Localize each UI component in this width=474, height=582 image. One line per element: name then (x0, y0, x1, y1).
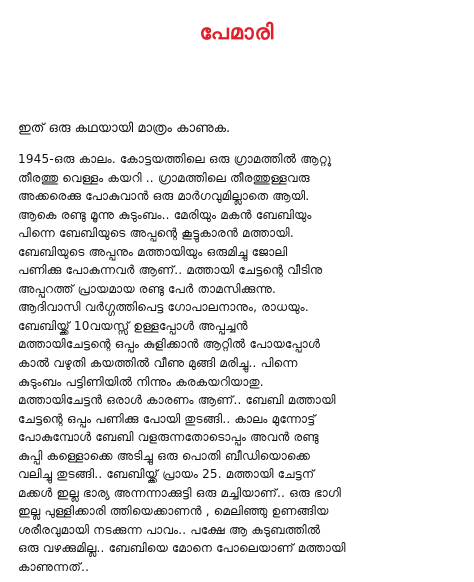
story-line: ശരീരവുമായി നടക്കുന്ന പാവം.. പക്ഷേ ആ കുടുബത്തിൽ (18, 522, 321, 537)
story-line: ഒരു വഴക്കുമില്ല.. ബേബിയെ മോനെ പോലെയാണ് മത്തായി (18, 541, 346, 556)
story-title: പേമാരി (199, 20, 275, 44)
story-line: ആകെ രണ്ടു മൂന്നു കുടുംബം.. മേരിയും മകൻ ബേബിയും (18, 207, 312, 222)
story-line: അക്കരെക്കു പോകുവാൻ ഒരു മാർഗവുമില്ലാതെ ആയി. (18, 189, 310, 204)
story-line: കാണുന്നത്.. (18, 560, 90, 575)
story-line: ബേബിയുടെ അപ്പനും മത്തായിയും ഒരുമിച്ചു ജോലി (18, 244, 288, 259)
story-line: മക്കൾ ഇല്ല ഭാര്യ അന്നന്നാക്കുട്ടി ഒരു മച്ചിയാണ്.. ഒരു ഭാഗി (18, 485, 342, 500)
story-body (18, 150, 462, 577)
story-line: കുടുംബം പട്ടിണിയിൽ നിന്നും കരകയറിയാതു. (18, 374, 264, 389)
story-line: പോകുമ്പോൾ ബേബി വളരുന്നതോടൊപ്പം അവൻ രണ്ടു (18, 430, 319, 445)
story-line: അപ്പുറത്ത് പ്രായമായ രണ്ടു പേർ താമസിക്കുന്നു. (18, 281, 277, 296)
story-line: ആദിവാസി വർഗ്ഗത്തിപെട്ട ഗോപാലനാനും, രാധയും. (18, 300, 309, 315)
story-line: ചേട്ടന്റെ ഒപ്പം പണിക്കു പോയി തുടങ്ങി.. കാലം മുന്നോട്ട് (18, 411, 316, 426)
story-line: തീരത്തു വെള്ളം കയറി .. ഗ്രാമത്തിലെ തീരത്തുള്ളവരു (18, 170, 310, 185)
story-line: പിന്നെ ബേബിയുടെ അപ്പന്റെ കൂട്ടുകാരൻ മത്തായി. (18, 226, 294, 241)
story-line: ഇല്ല പുള്ളിക്കാരി ത്തിയെക്കാണൻ , മെലിഞ്ഞു ഉണങ്ങിയ (18, 504, 329, 519)
story-line: വലിച്ചു തുടങ്ങി.. ബേബിയ്ക്ക് പ്രായം 25. മത്തായി ചേട്ടന് (18, 467, 315, 482)
intro-line: ഇത് ഒരു കഥയായി മാത്രം കാണുക. (18, 121, 231, 136)
story-line: മത്തായിചേട്ടന്റെ ഒപ്പം കുളിക്കാൻ ആറ്റിൽ പോയപ്പോൾ (18, 337, 321, 352)
story-line: കാൽ വഴുതി കയത്തിൽ വീണു മുങ്ങി മരിച്ചു.. പിന്നെ (18, 356, 298, 371)
story-line: കുപ്പി കള്ളൊക്കെ അടിച്ചു ഒരു പൊതി ബീഡിയൊക്കെ (18, 448, 311, 463)
story-line: മത്തായിചേട്ടൻ ഒരാൾ കാരണം ആണ്.. ബേബി മത്തായി (18, 393, 336, 408)
story-line: പണിക്കു പോകുന്നവർ ആണ്.. മത്തായി ചേട്ടന്റെ വീടിനു (18, 263, 323, 278)
story-line: 1945-ഒരു കാലം. കോട്ടയത്തിലെ ഒരു ഗ്രാമത്തിൽ ആറ്റു (18, 152, 332, 166)
story-line: ബേബിയ്ക്ക് 10വയസ്സ് ഉള്ളപ്പോൾ അപ്പച്ചൻ (18, 318, 248, 333)
